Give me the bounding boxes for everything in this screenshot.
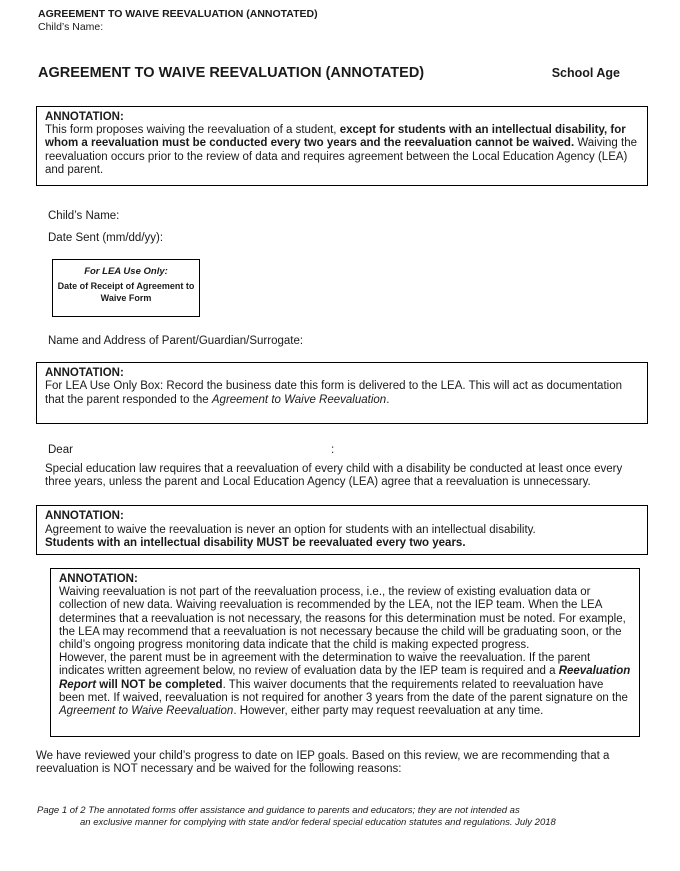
title-row	[38, 64, 648, 82]
child-name-field-label: Child’s Name:	[48, 210, 120, 223]
annotation-paragraph: However, the parent must be in agreement with the determination to waive the reevaluation. If the parent indicates written agreement below, no review of evaluation data by the IEP team is required and a Reevaluation Report will NOT be completed. This waiver documents that the requirements related to reevaluation have been met. If waived, reevaluation is not required for another 3 years from the date of the parent signature on the Agreement to Waive Reevaluation. However, either party may request reevaluation at any time.	[59, 652, 631, 718]
closing-paragraph: We have reviewed your child’s progress to date on IEP goals. Based on this review, we are recommending that a reevaluation is NOT necessary and be waived for the following reasons:	[36, 750, 610, 776]
form-fields	[48, 210, 648, 245]
footer-line-2: an exclusive manner for complying with state and/or federal special education statutes and regulations. July 2018	[80, 817, 556, 829]
lea-use-only-box	[52, 259, 200, 317]
page-title: AGREEMENT TO WAIVE REEVALUATION (ANNOTATED)	[38, 65, 425, 81]
page-footer	[37, 805, 648, 830]
annotation-box-3	[36, 505, 648, 555]
annotation-paragraph: This form proposes waiving the reevaluation of a student, except for students with an intellectual disability, for whom a reevaluation must be conducted every two years and the reevaluation cannot be waived. Waiving the reevaluation occurs prior to the review of data and requires agreement between the Local Education Agency (LEA) and parent.	[45, 124, 638, 176]
school-age-badge: School Age	[551, 66, 620, 80]
annotation-paragraph: For LEA Use Only Box: Record the business date this form is delivered to the LEA. This will act as documentation that the parent responded to the Agreement to Waive Reevaluation.	[45, 380, 622, 406]
annotation-paragraph: Agreement to waive the reevaluation is never an option for students with an intellectual disability.	[45, 523, 536, 536]
annotation-label: ANNOTATION:	[45, 367, 124, 380]
parent-address-label: Name and Address of Parent/Guardian/Surrogate:	[48, 335, 304, 348]
running-header-title: AGREEMENT TO WAIVE REEVALUATION (ANNOTATED)	[38, 8, 318, 20]
annotation-paragraph: Students with an intellectual disability MUST be reevaluated every two years.	[45, 536, 466, 549]
annotation-label: ANNOTATION:	[45, 111, 124, 123]
lea-box-title: For LEA Use Only:	[84, 266, 168, 278]
annotation-paragraph: Waiving reevaluation is not part of the reevaluation process, i.e., the review of existing evaluation data or collection of new data. Waiving reevaluation is recommended by the LEA, not the IEP team. When the LEA determines that a reevaluation is not necessary, the reasons for this determination must be noted. For example, the LEA may recommend that a reevaluation is not necessary because the child will be graduating soon, or the child’s ongoing progress monitoring data indicate that the child is making expected progress.	[59, 586, 626, 652]
annotation-box-4	[50, 568, 640, 737]
annotation-label: ANNOTATION:	[45, 510, 124, 523]
annotation-label: ANNOTATION:	[59, 573, 138, 586]
footer-line-1: Page 1 of 2 The annotated forms offer assistance and guidance to parents and educators; they are not intended as	[37, 804, 520, 816]
dear-label: Dear	[48, 443, 73, 456]
annotation-box-1	[36, 106, 648, 186]
salutation-colon: :	[330, 443, 335, 456]
date-sent-field-label: Date Sent (mm/dd/yy):	[48, 232, 164, 245]
annotation-box-2	[36, 362, 648, 424]
intro-paragraph: Special education law requires that a reevaluation of every child with a disability be conducted at least once every three years, unless the parent and Local Education Agency (LEA) agree that a reevaluation is unnecessary.	[45, 463, 623, 489]
salutation-line	[48, 444, 648, 457]
lea-box-body: Date of Receipt of Agreement to Waive Form	[57, 281, 195, 304]
running-header-child-name-label: Child’s Name:	[38, 21, 104, 33]
